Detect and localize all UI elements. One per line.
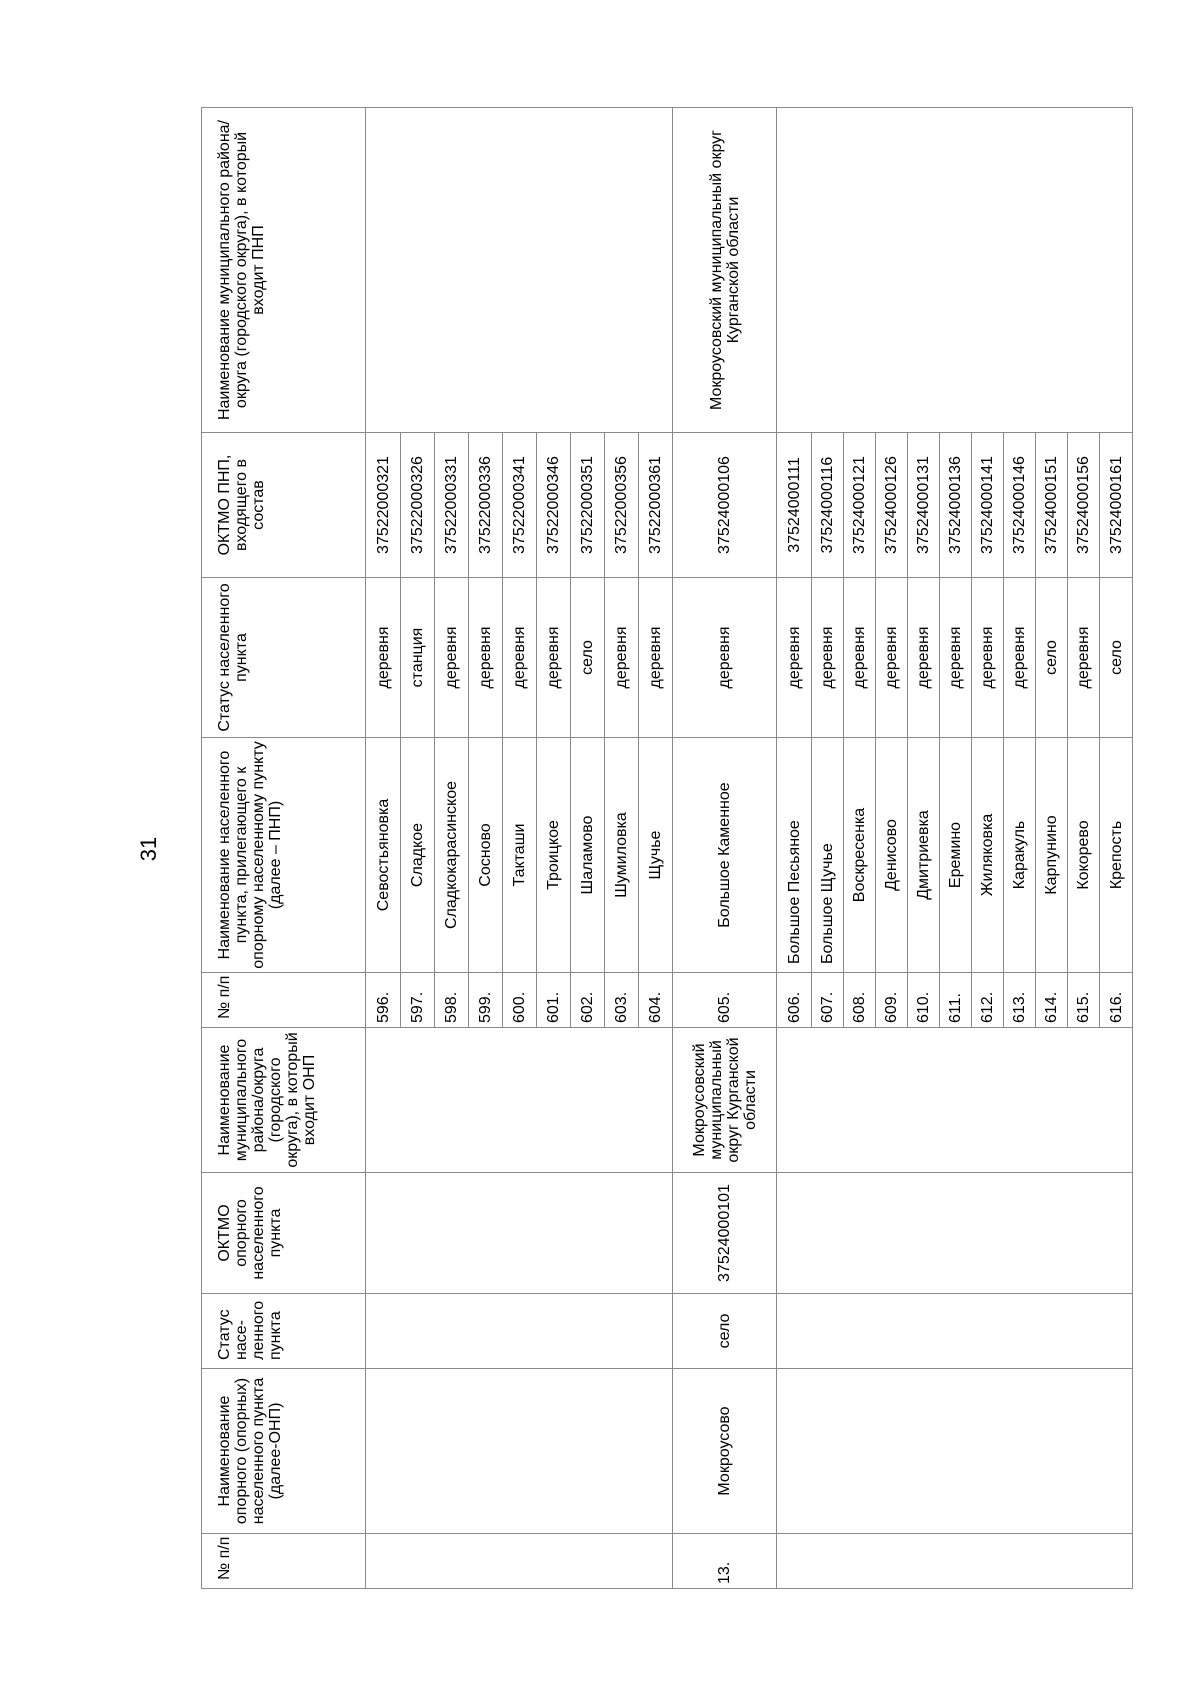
header-row [202,108,366,1589]
empty-cell [366,1173,673,1294]
pnp-status: село [1100,578,1133,738]
pnp-name: Карпунино [1036,738,1068,973]
pnp-oktmo: 37524000106 [673,433,777,578]
pnp-status: деревня [940,578,972,738]
pnp-status: деревня [777,578,812,738]
pnp-oktmo: 37524000111 [777,433,812,578]
header-onp-status: Статус насе-ленного пункта [202,1294,366,1369]
onp-name: Мокроусово [673,1369,777,1534]
page-number-text: 31 [136,836,161,862]
onp-district: Мокроусовский муниципальный округ Курганской области [673,1028,777,1173]
empty-cell [777,108,1133,433]
empty-cell [366,1294,673,1369]
pnp-status: деревня [972,578,1004,738]
header-pnp-district: Наименование муниципального района/округа (городского округа), в который входит ПНП [202,108,366,433]
pnp-num: 610. [908,973,940,1028]
pnp-oktmo: 37524000126 [876,433,908,578]
pnp-name: Каракуль [1004,738,1036,973]
pnp-status: деревня [435,578,469,738]
pnp-name: Сладкое [401,738,435,973]
empty-cell [777,1173,1133,1294]
empty-cell [777,1369,1133,1534]
pnp-num: 611. [940,973,972,1028]
pnp-name: Кокорево [1068,738,1100,973]
pnp-name: Сладкокарасинское [435,738,469,973]
pnp-oktmo: 37524000161 [1100,433,1133,578]
pnp-oktmo: 37522000336 [469,433,503,578]
pnp-num: 604. [639,973,673,1028]
header-onp-oktmo: ОКТМО опорного населенного пункта [202,1173,366,1294]
pnp-num: 601. [537,973,571,1028]
empty-cell [366,1369,673,1534]
pnp-num: 607. [812,973,844,1028]
pnp-name: Севостьяновка [366,738,401,973]
pnp-name: Крепость [1100,738,1133,973]
pnp-name: Дмитриевка [908,738,940,973]
pnp-status: деревня [844,578,876,738]
onp-status: село [673,1294,777,1369]
pnp-oktmo: 37522000321 [366,433,401,578]
pnp-name: Шаламово [571,738,605,973]
pnp-num: 608. [844,973,876,1028]
table-row [777,108,812,1589]
pnp-num: 600. [503,973,537,1028]
pnp-name: Большое Щучье [812,738,844,973]
pnp-status: станция [401,578,435,738]
onp-num: 13. [673,1534,777,1589]
pnp-status: деревня [503,578,537,738]
pnp-oktmo: 37522000341 [503,433,537,578]
onp-oktmo: 37524000101 [673,1173,777,1294]
empty-cell [366,108,673,433]
header-onp-name: Наименование опорного (опорных) населенного пункта (далее-ОНП) [202,1369,366,1534]
empty-cell [777,1028,1133,1173]
pnp-num: 605. [673,973,777,1028]
pnp-oktmo: 37522000361 [639,433,673,578]
header-onp-district: Наименование муниципального района/округа (городского округа), в который входит ОНП [202,1028,366,1173]
pnp-status: деревня [1004,578,1036,738]
empty-cell [777,1294,1133,1369]
pnp-status: деревня [1068,578,1100,738]
settlements-table [201,107,1133,1589]
pnp-oktmo: 37522000351 [571,433,605,578]
pnp-num: 603. [605,973,639,1028]
pnp-oktmo: 37524000116 [812,433,844,578]
pnp-name: Воскресенка [844,738,876,973]
pnp-status: деревня [639,578,673,738]
header-pnp-name: Наименование населенного пункта, прилегающего к опорному населенному пункту (далее – ПНП) [202,738,366,973]
pnp-name: Большое Каменное [673,738,777,973]
header-num: № п/п [202,1534,366,1589]
table-row [366,108,401,1589]
pnp-status: село [1036,578,1068,738]
onp-row [673,108,777,1589]
pnp-num: 597. [401,973,435,1028]
pnp-name: Троицкое [537,738,571,973]
pnp-num: 609. [876,973,908,1028]
pnp-status: село [571,578,605,738]
pnp-oktmo: 37524000136 [940,433,972,578]
pnp-name: Жиляковка [972,738,1004,973]
pnp-oktmo: 37522000331 [435,433,469,578]
rotated-table-container [201,108,1147,1589]
pnp-num: 599. [469,973,503,1028]
pnp-name: Еремино [940,738,972,973]
pnp-oktmo: 37524000141 [972,433,1004,578]
pnp-oktmo: 37522000346 [537,433,571,578]
pnp-num: 598. [435,973,469,1028]
pnp-status: деревня [605,578,639,738]
pnp-name: Шумиловка [605,738,639,973]
pnp-oktmo: 37524000151 [1036,433,1068,578]
pnp-district: Мокроусовский муниципальный округ Курганской области [673,108,777,433]
pnp-oktmo: 37524000156 [1068,433,1100,578]
pnp-status: деревня [673,578,777,738]
pnp-oktmo: 37524000146 [1004,433,1036,578]
empty-cell [366,1028,673,1173]
pnp-oktmo: 37522000326 [401,433,435,578]
pnp-name: Щучье [639,738,673,973]
header-pnp-num: № п/п [202,973,366,1028]
pnp-oktmo: 37524000121 [844,433,876,578]
empty-cell [366,1534,673,1589]
pnp-num: 613. [1004,973,1036,1028]
pnp-num: 606. [777,973,812,1028]
pnp-num: 615. [1068,973,1100,1028]
empty-cell [777,1534,1133,1589]
pnp-num: 612. [972,973,1004,1028]
header-pnp-oktmo: ОКТМО ПНП, входящего в состав [202,433,366,578]
pnp-name: Такташи [503,738,537,973]
pnp-name: Сосново [469,738,503,973]
pnp-status: деревня [366,578,401,738]
pnp-status: деревня [469,578,503,738]
pnp-num: 616. [1100,973,1133,1028]
pnp-name: Большое Песьяное [777,738,812,973]
pnp-oktmo: 37524000131 [908,433,940,578]
pnp-name: Денисово [876,738,908,973]
pnp-status: деревня [876,578,908,738]
pnp-status: деревня [537,578,571,738]
header-pnp-status: Статус населенного пункта [202,578,366,738]
pnp-oktmo: 37522000356 [605,433,639,578]
pnp-status: деревня [908,578,940,738]
pnp-status: деревня [812,578,844,738]
pnp-num: 614. [1036,973,1068,1028]
pnp-num: 596. [366,973,401,1028]
pnp-num: 602. [571,973,605,1028]
